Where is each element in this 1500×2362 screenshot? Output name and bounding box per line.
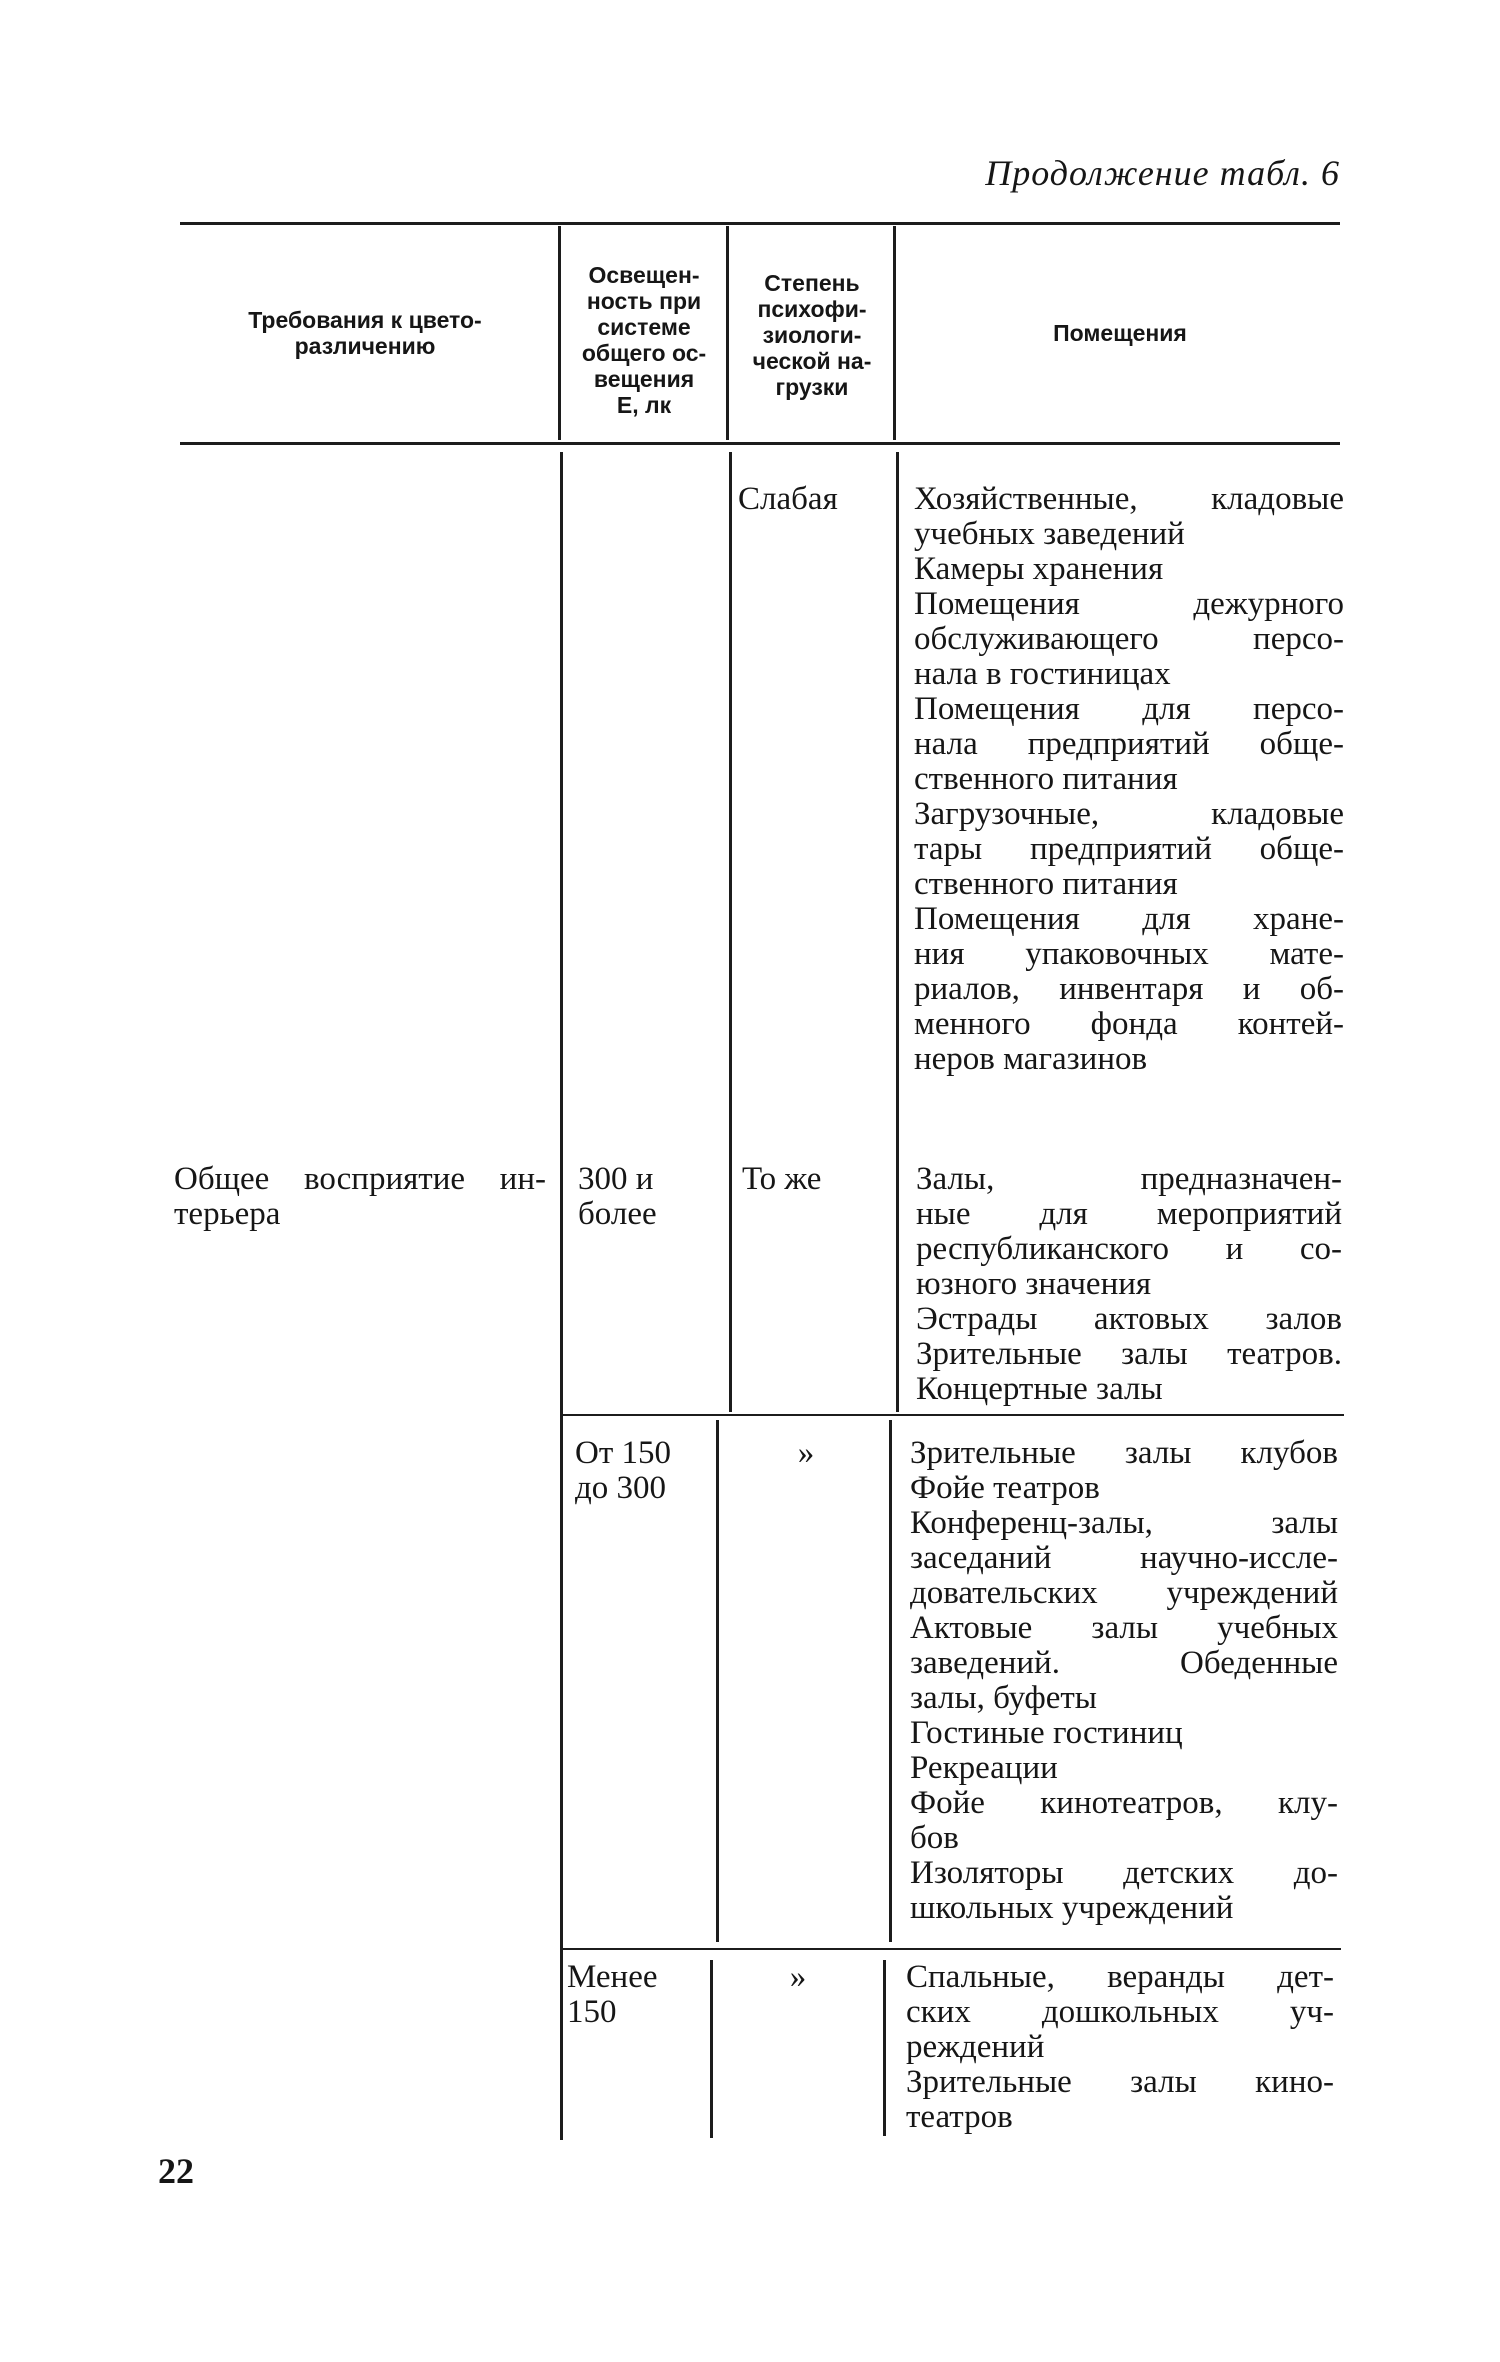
room-line: Загрузочные, кладовые [914, 796, 1344, 832]
body-separator-illum-load-bottom [710, 1960, 713, 2138]
room-line: Спальные, веранды дет- [906, 1959, 1334, 1995]
illuminance-line: От 150 [575, 1435, 672, 1471]
row2-requirement [174, 1162, 546, 1232]
room-line: Зрительные залы клубов [910, 1435, 1338, 1471]
room-line: школьных учреждений [910, 1890, 1234, 1926]
header-requirements-line: различению [294, 333, 436, 359]
row2-illuminance [578, 1162, 657, 1232]
room-line: Рекреации [910, 1750, 1058, 1786]
body-separator-load-rooms-upper [896, 452, 899, 1412]
table-top-rule [180, 222, 1340, 225]
row-separator-2 [563, 1948, 1341, 1950]
header-illuminance-line: E, лк [616, 392, 672, 418]
header-separator-1 [558, 226, 561, 440]
room-line: ные для мероприятий [916, 1196, 1342, 1232]
room-line: ских дошкольных уч- [906, 1994, 1334, 2030]
header-rooms-line: Помещения [1053, 320, 1187, 346]
room-line: Концертные залы [916, 1371, 1163, 1407]
body-separator-illum-load-lower [716, 1420, 719, 1942]
room-line: Хозяйственные, кладовые [914, 481, 1344, 517]
header-load-line: грузки [775, 374, 849, 400]
page-number: 22 [158, 2151, 194, 2191]
room-line: Зрительные залы театров. [916, 1336, 1342, 1372]
room-line: Камеры хранения [914, 551, 1164, 587]
row2-load: То же [742, 1161, 822, 1197]
room-line: неров магазинов [914, 1041, 1148, 1077]
room-line: ственного питания [914, 761, 1178, 797]
room-line: довательских учреждений [910, 1575, 1338, 1611]
room-line: театров [906, 2099, 1013, 2135]
requirement-line: Общее восприятие ин- [174, 1161, 546, 1197]
row2-rooms [916, 1162, 1342, 1407]
header-requirements [180, 226, 550, 440]
room-line: реждений [906, 2029, 1045, 2065]
room-line: Помещения для персо- [914, 691, 1344, 727]
header-illuminance-line: Освещен- [588, 262, 700, 288]
room-line: залы, буфеты [910, 1680, 1097, 1716]
header-load-line: ческой на- [752, 348, 872, 374]
row1-rooms [914, 482, 1344, 1077]
room-line: заседаний научно-иссле- [910, 1540, 1338, 1576]
header-rooms [900, 226, 1340, 440]
header-illuminance-line: общего ос- [581, 340, 707, 366]
row4-illuminance [567, 1960, 658, 2030]
illuminance-line: 150 [567, 1994, 617, 2030]
header-illuminance-line: ность при [586, 288, 702, 314]
row1-load: Слабая [738, 481, 838, 517]
row3-rooms [910, 1436, 1338, 1926]
room-line: Залы, предназначен- [916, 1161, 1342, 1197]
illuminance-line: Менее [567, 1959, 658, 1995]
header-load-line: Степень [764, 270, 860, 296]
body-separator-load-rooms-lower [889, 1420, 892, 1942]
room-line: Фойе театров [910, 1470, 1100, 1506]
row-separator-1 [560, 1414, 1344, 1416]
running-head: Продолжение табл. 6 [985, 153, 1340, 193]
header-separator-3 [893, 226, 896, 440]
requirement-line: терьера [174, 1196, 281, 1232]
room-line: нала в гостиницах [914, 656, 1171, 692]
header-bottom-rule [180, 442, 1340, 445]
row4-rooms [906, 1960, 1334, 2135]
row3-load: » [797, 1435, 815, 1471]
room-line: бов [910, 1820, 959, 1856]
room-line: Изоляторы детских до- [910, 1855, 1338, 1891]
room-line: учебных заведений [914, 516, 1185, 552]
row3-illuminance [575, 1436, 671, 1506]
room-line: менного фонда контей- [914, 1006, 1344, 1042]
room-line: Фойе кинотеатров, клу- [910, 1785, 1338, 1821]
header-load [732, 240, 892, 430]
room-line: заведений. Обеденные [910, 1645, 1338, 1681]
body-separator-illum-load-upper [729, 452, 732, 1412]
room-line: обслуживающего персо- [914, 621, 1344, 657]
room-line: ственного питания [914, 866, 1178, 902]
room-line: риалов, инвентаря и об- [914, 971, 1344, 1007]
header-illuminance-line: системе [597, 314, 691, 340]
illuminance-line: до 300 [575, 1470, 667, 1506]
header-load-line: психофи- [757, 296, 867, 322]
room-line: тары предприятий обще- [914, 831, 1344, 867]
body-separator-load-rooms-bottom [883, 1960, 886, 2136]
header-separator-2 [726, 226, 729, 440]
room-line: Помещения для хране- [914, 901, 1344, 937]
header-load-line: зиологи- [762, 322, 862, 348]
row4-load: » [789, 1959, 807, 1995]
room-line: Эстрады актовых залов [916, 1301, 1342, 1337]
room-line: республиканского и со- [916, 1231, 1342, 1267]
room-line: Зрительные залы кино- [906, 2064, 1334, 2100]
room-line: Гостиные гостиниц [910, 1715, 1183, 1751]
header-illuminance-line: вещения [593, 366, 695, 392]
illuminance-line: более [578, 1196, 657, 1232]
header-requirements-line: Требования к цвето- [248, 307, 482, 333]
room-line: юзного значения [916, 1266, 1152, 1302]
room-line: Конференц-залы, залы [910, 1505, 1338, 1541]
room-line: нала предприятий обще- [914, 726, 1344, 762]
illuminance-line: 300 и [578, 1161, 654, 1197]
room-line: ния упаковочных мате- [914, 936, 1344, 972]
header-illuminance [564, 240, 724, 440]
room-line: Помещения дежурного [914, 586, 1344, 622]
room-line: Актовые залы учебных [910, 1610, 1338, 1646]
body-separator-req-illum [560, 452, 563, 2140]
